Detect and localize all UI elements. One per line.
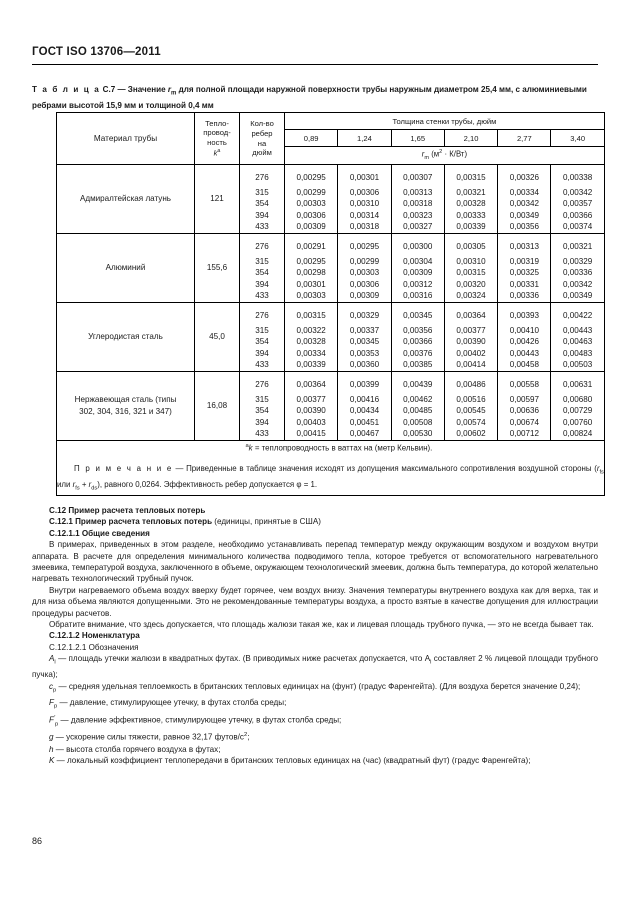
th-fins-per-inch bbox=[240, 113, 285, 165]
paragraph-general-2: Внутри нагреваемого объема воздух вверху будет горячее, чем воздух внизу. Значения температуры внутреннего воздуха как для верха, так и для низа объема являются допущенными. Это не рекомендованные температуры воздуха, а просто взятые в качестве допущения для иллюстрации процедуры расчетов. bbox=[32, 585, 598, 618]
val-1-1-3: 0,00310 bbox=[456, 256, 486, 266]
val-1-2-3: 0,00315 bbox=[456, 268, 486, 278]
footnote-marker: a bbox=[245, 442, 249, 449]
val-3-2-3: 0,00545 bbox=[456, 406, 486, 416]
cell-values-0-c3 bbox=[444, 165, 497, 234]
nomen-sub-al: l bbox=[54, 659, 56, 666]
val-0-1-4: 0,00334 bbox=[509, 187, 539, 197]
cell-material-0-line-0: Адмиралтейская латунь bbox=[79, 194, 172, 204]
cell-values-1-c2 bbox=[391, 233, 444, 302]
val-2-4-1: 0,00360 bbox=[349, 360, 380, 370]
cell-values-2-c0 bbox=[285, 302, 338, 371]
table-caption-text-2: для полной площади наружной поверхности трубы наружным диаметром 25,4 мм, с алюминиевыми ребрами высотой 15,9 мм и толщиной 0,4 мм bbox=[32, 85, 587, 111]
note-symbol-3: r bbox=[88, 479, 92, 489]
val-0-3-4: 0,00349 bbox=[509, 210, 539, 220]
val-3-0-5: 0,00631 bbox=[563, 379, 593, 389]
val-3-1-2: 0,00462 bbox=[403, 394, 433, 404]
nomen-text-fp: — давление, стимулирующее утечку, в футах столба среды; bbox=[59, 697, 287, 707]
val-0-1-3: 0,00321 bbox=[456, 187, 486, 197]
cell-conductivity-3: 16,08 bbox=[195, 371, 240, 440]
val-0-0-3: 0,00315 bbox=[456, 173, 486, 182]
val-3-2-5: 0,00729 bbox=[563, 406, 593, 416]
heading-c12-1-units: (единицы, принятые в США) bbox=[214, 517, 321, 527]
th-fins-l2: ребер bbox=[251, 128, 273, 138]
val-3-1-5: 0,00680 bbox=[563, 394, 593, 404]
val-2-4-0: 0,00339 bbox=[296, 360, 326, 370]
cell-values-3-c1 bbox=[338, 371, 391, 440]
cell-values-3-c3 bbox=[444, 371, 497, 440]
cell-material-3-line-1: 302, 304, 316, 321 и 347) bbox=[79, 406, 172, 416]
note-symbol-2: r bbox=[72, 479, 76, 489]
fins-0-3: 394 bbox=[255, 210, 269, 220]
val-3-1-0: 0,00377 bbox=[296, 394, 326, 404]
th-fins-l1: Кол-во bbox=[250, 119, 274, 129]
val-1-0-0: 0,00291 bbox=[296, 241, 326, 251]
th-wall-thickness-group: Толщина стенки трубы, дюйм bbox=[285, 113, 605, 130]
val-3-1-4: 0,00597 bbox=[509, 394, 539, 404]
val-2-4-2: 0,00385 bbox=[403, 360, 433, 370]
note-label: П р и м е ч а н и е bbox=[74, 463, 173, 473]
page-number: 86 bbox=[32, 836, 43, 846]
val-1-3-5: 0,00342 bbox=[563, 279, 593, 289]
fins-2-4: 433 bbox=[255, 360, 269, 370]
cell-fins-0 bbox=[240, 165, 285, 234]
cell-values-2-c3 bbox=[444, 302, 497, 371]
note-symbol-1-sub: fs bbox=[599, 469, 604, 476]
nomen-symbol-h: h bbox=[49, 744, 54, 754]
val-0-0-0: 0,00295 bbox=[296, 173, 326, 182]
val-1-1-2: 0,00304 bbox=[403, 256, 433, 266]
nomen-symbol-g: g bbox=[49, 733, 54, 743]
fins-3-2: 354 bbox=[255, 406, 269, 416]
cell-values-3-c4 bbox=[498, 371, 551, 440]
val-0-3-5: 0,00366 bbox=[563, 210, 593, 220]
val-2-0-2: 0,00345 bbox=[403, 310, 433, 320]
units-symbol: r bbox=[421, 150, 425, 160]
val-0-3-0: 0,00306 bbox=[296, 210, 326, 220]
cell-fins-3 bbox=[240, 371, 285, 440]
th-fins-l3: на bbox=[257, 138, 267, 148]
note-text-or: или bbox=[57, 479, 71, 489]
val-0-1-5: 0,00342 bbox=[563, 187, 593, 197]
note-symbol-2-sub: fs bbox=[75, 485, 80, 492]
cell-values-1-c5 bbox=[551, 233, 604, 302]
table-caption-number: С.7 bbox=[102, 85, 116, 94]
fins-2-0: 276 bbox=[255, 310, 269, 320]
val-3-3-0: 0,00403 bbox=[296, 417, 326, 427]
table-caption-text-1: Значение bbox=[127, 85, 166, 94]
val-1-4-4: 0,00336 bbox=[509, 291, 539, 301]
val-0-2-3: 0,00328 bbox=[456, 199, 486, 209]
paragraph-general-1: В примерах, приведенных в этом разделе, необходимо устанавливать перепад температур между окружающим воздухом и воздухом внутри аппарата. В расчете для определения минимального количества подводимого тепла, которое требуется от вспомогательного нагревательного змеевика, температурой воздуха, заключенного в объеме, окружающем технологический змеевик, должна быть температура, до которой желательно нагревать технологический трубный пучок. bbox=[32, 540, 598, 584]
units-text-2: · К/Вт) bbox=[444, 150, 468, 160]
th-units bbox=[285, 147, 605, 165]
cell-material-1-line-0: Алюминий bbox=[105, 263, 146, 273]
cell-material-1 bbox=[57, 233, 195, 302]
table-row bbox=[57, 165, 605, 234]
th-conductivity-symbol: k bbox=[213, 148, 218, 158]
val-3-4-0: 0,00415 bbox=[296, 429, 326, 439]
val-2-1-5: 0,00443 bbox=[563, 325, 593, 335]
val-1-4-1: 0,00309 bbox=[349, 291, 380, 301]
cell-fins-1 bbox=[240, 233, 285, 302]
nomen-sup-g: 2 bbox=[243, 732, 248, 739]
cell-values-0-c2 bbox=[391, 165, 444, 234]
cell-material-2-line-0: Углеродистая сталь bbox=[88, 332, 163, 342]
footnote-text: = теплопроводность в ваттах на (метр Кельвин). bbox=[254, 443, 433, 453]
nomen-symbol-al: A bbox=[49, 654, 55, 664]
th-material: Материал трубы bbox=[57, 113, 195, 165]
val-1-4-0: 0,00303 bbox=[296, 291, 326, 301]
cell-fins-2 bbox=[240, 302, 285, 371]
val-2-2-3: 0,00390 bbox=[456, 337, 486, 347]
val-3-4-1: 0,00467 bbox=[349, 429, 380, 439]
nomenclature-item-fp bbox=[32, 697, 598, 713]
nomenclature-item-cp bbox=[32, 681, 598, 697]
val-2-1-1: 0,00337 bbox=[349, 325, 380, 335]
val-0-1-1: 0,00306 bbox=[349, 187, 380, 197]
cell-values-0-c4 bbox=[498, 165, 551, 234]
nomen-text-k: — локальный коэффициент теплопередачи в британских тепловых единицах на (час) (квадратный фут) (градус Фаренгейта); bbox=[56, 755, 531, 765]
table-header-row-1 bbox=[57, 113, 605, 130]
table-body bbox=[57, 165, 605, 496]
val-1-2-4: 0,00325 bbox=[509, 268, 539, 278]
th-thickness-4: 2,77 bbox=[498, 130, 551, 147]
cell-values-3-c5 bbox=[551, 371, 604, 440]
val-0-3-1: 0,00314 bbox=[349, 210, 380, 220]
val-1-2-1: 0,00303 bbox=[349, 268, 380, 278]
val-3-2-1: 0,00434 bbox=[349, 406, 380, 416]
val-3-3-4: 0,00674 bbox=[509, 417, 539, 427]
cell-values-3-c0 bbox=[285, 371, 338, 440]
val-3-4-5: 0,00824 bbox=[563, 429, 593, 439]
note-dash: — bbox=[175, 463, 184, 473]
val-0-0-2: 0,00307 bbox=[403, 173, 433, 182]
fins-0-1: 315 bbox=[255, 187, 269, 197]
nomen-symbol-fp-prime: F bbox=[49, 715, 54, 725]
heading-c12-1-2-1: С.12.1.2.1 Обозначения bbox=[49, 642, 139, 652]
table-caption-symbol-sub: m bbox=[171, 90, 177, 97]
val-1-1-5: 0,00329 bbox=[563, 256, 593, 266]
val-2-1-4: 0,00410 bbox=[509, 325, 539, 335]
val-0-1-2: 0,00313 bbox=[403, 187, 433, 197]
fins-2-2: 354 bbox=[255, 337, 269, 347]
cell-conductivity-1: 155,6 bbox=[195, 233, 240, 302]
val-0-0-1: 0,00301 bbox=[349, 173, 380, 182]
val-1-4-2: 0,00316 bbox=[403, 291, 433, 301]
val-3-0-0: 0,00364 bbox=[296, 379, 326, 389]
val-1-0-5: 0,00321 bbox=[563, 241, 593, 251]
val-0-3-3: 0,00333 bbox=[456, 210, 486, 220]
cell-material-3-line-0: Нержавеющая сталь (типы bbox=[74, 395, 177, 405]
note-text-3: ), равного 0,0264. Эффективность ребер допускается bbox=[97, 479, 295, 489]
fins-1-1: 315 bbox=[255, 256, 269, 266]
val-2-3-2: 0,00376 bbox=[403, 348, 433, 358]
cell-values-2-c4 bbox=[498, 302, 551, 371]
cell-conductivity-2: 45,0 bbox=[195, 302, 240, 371]
fins-0-0: 276 bbox=[255, 173, 269, 182]
cell-values-1-c1 bbox=[338, 233, 391, 302]
table-row bbox=[57, 371, 605, 440]
val-0-4-0: 0,00309 bbox=[296, 222, 326, 232]
table-c7 bbox=[56, 112, 605, 496]
cell-values-2-c1 bbox=[338, 302, 391, 371]
val-3-0-1: 0,00399 bbox=[349, 379, 380, 389]
th-fins-l4: дюйм bbox=[252, 148, 272, 158]
table-caption bbox=[32, 84, 598, 112]
nomen-text-al: — площадь утечки жалюзи в квадратных футах. (В приводимых ниже расчетах допускается, что A bbox=[58, 654, 431, 664]
val-3-4-4: 0,00712 bbox=[509, 429, 539, 439]
fins-3-0: 276 bbox=[255, 379, 269, 389]
table-caption-prefix: Т а б л и ц а bbox=[32, 85, 101, 94]
th-thickness-3: 2,10 bbox=[444, 130, 497, 147]
val-1-3-2: 0,00312 bbox=[403, 279, 433, 289]
nomen-inline-sub-al: l bbox=[430, 659, 432, 666]
val-3-3-2: 0,00508 bbox=[403, 417, 433, 427]
cell-values-1-c0 bbox=[285, 233, 338, 302]
val-2-2-1: 0,00345 bbox=[349, 337, 380, 347]
nomen-symbol-cp: c bbox=[49, 681, 54, 691]
fins-0-4: 433 bbox=[255, 222, 269, 232]
val-1-2-0: 0,00298 bbox=[296, 268, 326, 278]
val-2-3-5: 0,00483 bbox=[563, 348, 593, 358]
fins-3-1: 315 bbox=[255, 394, 269, 404]
table-c7-wrapper bbox=[56, 112, 604, 496]
nomenclature-item-fp-prime bbox=[32, 713, 598, 731]
nomen-text-g: — ускорение силы тяжести, равное 32,17 футов/с bbox=[55, 733, 244, 743]
val-0-2-5: 0,00357 bbox=[563, 199, 593, 209]
val-0-1-0: 0,00299 bbox=[296, 187, 326, 197]
fins-1-4: 433 bbox=[255, 291, 269, 301]
val-2-0-5: 0,00422 bbox=[563, 310, 593, 320]
val-2-2-2: 0,00366 bbox=[403, 337, 433, 347]
heading-c12: С.12 Пример расчета тепловых потерь bbox=[49, 506, 206, 515]
heading-c12-1-1: С.12.1.1 Общие сведения bbox=[49, 528, 150, 538]
val-1-4-5: 0,00349 bbox=[563, 291, 593, 301]
val-1-1-1: 0,00299 bbox=[349, 256, 380, 266]
nomen-text-cp: — средняя удельная теплоемкость в британских тепловых единицах на (фунт) (градус Фаренгейта). (Для воздуха берется значение 0,24); bbox=[58, 681, 581, 691]
note-text-1: Приведенные в таблице значения исходят из допущения максимального сопротивления воздушной стороны ( bbox=[186, 463, 597, 473]
val-1-1-4: 0,00319 bbox=[509, 256, 539, 266]
val-2-1-0: 0,00322 bbox=[296, 325, 326, 335]
nomen-sub-fp-prime: p bbox=[55, 721, 59, 728]
table-footnote-row bbox=[57, 440, 605, 495]
fins-1-2: 354 bbox=[255, 268, 269, 278]
val-3-4-3: 0,00602 bbox=[456, 429, 486, 439]
cell-material-2 bbox=[57, 302, 195, 371]
nomenclature-item-h bbox=[32, 744, 598, 755]
heading-c12-1-bold: С.12.1 Пример расчета тепловых потерь bbox=[49, 517, 213, 527]
val-3-0-3: 0,00486 bbox=[456, 379, 486, 389]
val-0-0-4: 0,00326 bbox=[509, 173, 539, 182]
nomen-symbol-k: K bbox=[49, 755, 55, 765]
val-1-0-2: 0,00300 bbox=[403, 241, 433, 251]
val-0-4-4: 0,00356 bbox=[509, 222, 539, 232]
val-0-2-0: 0,00303 bbox=[296, 199, 326, 209]
fins-1-3: 394 bbox=[255, 279, 269, 289]
table-row bbox=[57, 233, 605, 302]
nomen-prime-fp: ′ bbox=[53, 714, 56, 721]
val-3-0-4: 0,00558 bbox=[509, 379, 539, 389]
val-0-4-2: 0,00327 bbox=[403, 222, 433, 232]
cell-values-0-c1 bbox=[338, 165, 391, 234]
val-1-0-4: 0,00313 bbox=[509, 241, 539, 251]
note-symbol-1: r bbox=[596, 463, 600, 473]
val-2-2-4: 0,00426 bbox=[509, 337, 539, 347]
val-1-1-0: 0,00295 bbox=[296, 256, 326, 266]
val-3-3-5: 0,00760 bbox=[563, 417, 593, 427]
nomen-text-h: — высота столба горячего воздуха в футах; bbox=[55, 744, 221, 754]
cell-values-2-c2 bbox=[391, 302, 444, 371]
table-footnote-cell bbox=[57, 440, 605, 495]
val-2-1-3: 0,00377 bbox=[456, 325, 486, 335]
body-text-section bbox=[32, 505, 598, 766]
note-phi: φ bbox=[296, 479, 302, 489]
val-0-2-1: 0,00310 bbox=[349, 199, 380, 209]
val-2-0-4: 0,00393 bbox=[509, 310, 539, 320]
fins-1-0: 276 bbox=[255, 241, 269, 251]
val-0-0-5: 0,00338 bbox=[563, 173, 593, 182]
val-2-3-0: 0,00334 bbox=[296, 348, 326, 358]
val-3-0-2: 0,00439 bbox=[403, 379, 433, 389]
note-plus: + bbox=[81, 479, 87, 489]
val-1-3-3: 0,00320 bbox=[456, 279, 486, 289]
th-thickness-1: 1,24 bbox=[338, 130, 391, 147]
nomen-tail-al: составляет 2 % лицевой площади трубного пучка); bbox=[32, 654, 598, 680]
th-conductivity bbox=[195, 113, 240, 165]
cell-values-0-c5 bbox=[551, 165, 604, 234]
nomenclature-item-g bbox=[32, 730, 598, 743]
units-symbol-sub: m bbox=[424, 155, 430, 162]
val-1-3-1: 0,00306 bbox=[349, 279, 380, 289]
fins-2-3: 394 bbox=[255, 348, 269, 358]
note-eq: = 1. bbox=[303, 479, 318, 489]
cell-values-2-c5 bbox=[551, 302, 604, 371]
val-3-3-3: 0,00574 bbox=[456, 417, 486, 427]
val-1-0-1: 0,00295 bbox=[349, 241, 380, 251]
val-2-0-0: 0,00315 bbox=[296, 310, 326, 320]
nomen-text-fp-prime: — давление эффективное, стимулирующее утечку, в футах столба среды; bbox=[60, 715, 342, 725]
units-sup: 2 bbox=[439, 149, 443, 156]
document-standard-title: ГОСТ ISO 13706—2011 bbox=[32, 46, 161, 58]
th-conductivity-l2: провод- bbox=[203, 128, 231, 138]
val-2-0-3: 0,00364 bbox=[456, 310, 486, 320]
val-3-3-1: 0,00451 bbox=[349, 417, 380, 427]
val-1-2-5: 0,00336 bbox=[563, 268, 593, 278]
th-thickness-5: 3,40 bbox=[551, 130, 604, 147]
heading-c12-1 bbox=[32, 516, 598, 527]
val-0-4-1: 0,00318 bbox=[349, 222, 380, 232]
val-1-3-0: 0,00301 bbox=[296, 279, 326, 289]
table-row bbox=[57, 302, 605, 371]
val-2-4-3: 0,00414 bbox=[456, 360, 486, 370]
cell-material-3 bbox=[57, 371, 195, 440]
table-note bbox=[57, 463, 604, 495]
fins-2-1: 315 bbox=[255, 325, 269, 335]
val-3-1-3: 0,00516 bbox=[456, 394, 486, 404]
cell-values-1-c3 bbox=[444, 233, 497, 302]
val-0-3-2: 0,00323 bbox=[403, 210, 433, 220]
val-1-3-4: 0,00331 bbox=[509, 279, 539, 289]
val-2-3-4: 0,00443 bbox=[509, 348, 539, 358]
table-caption-dash: — bbox=[117, 85, 126, 94]
heading-c12-1-2: С.12.1.2 Номенклатура bbox=[49, 631, 140, 641]
cell-conductivity-0: 121 bbox=[195, 165, 240, 234]
th-thickness-2: 1,65 bbox=[391, 130, 444, 147]
cell-values-1-c4 bbox=[498, 233, 551, 302]
th-thickness-0: 0,89 bbox=[285, 130, 338, 147]
th-conductivity-l1: Тепло- bbox=[205, 118, 229, 128]
val-3-2-0: 0,00390 bbox=[296, 406, 326, 416]
cell-values-3-c2 bbox=[391, 371, 444, 440]
th-conductivity-l3: ность bbox=[207, 137, 227, 147]
val-1-0-3: 0,00305 bbox=[456, 241, 486, 251]
footnote-a bbox=[57, 441, 604, 454]
table-head bbox=[57, 113, 605, 165]
val-1-4-3: 0,00324 bbox=[456, 291, 486, 301]
cell-values-0-c0 bbox=[285, 165, 338, 234]
val-2-0-1: 0,00329 bbox=[349, 310, 380, 320]
val-3-2-4: 0,00636 bbox=[509, 406, 539, 416]
val-2-1-2: 0,00356 bbox=[403, 325, 433, 335]
th-conductivity-footnote-marker: a bbox=[217, 148, 221, 155]
val-0-2-2: 0,00318 bbox=[403, 199, 433, 209]
val-2-4-5: 0,00503 bbox=[563, 360, 593, 370]
val-2-2-5: 0,00463 bbox=[563, 337, 593, 347]
val-0-2-4: 0,00342 bbox=[509, 199, 539, 209]
nomen-tail-g: ; bbox=[247, 733, 250, 743]
val-2-2-0: 0,00328 bbox=[296, 337, 326, 347]
cell-material-0 bbox=[57, 165, 195, 234]
fins-3-3: 394 bbox=[255, 417, 269, 427]
val-2-4-4: 0,00458 bbox=[509, 360, 539, 370]
note-symbol-3-sub: ds bbox=[91, 485, 98, 492]
val-2-3-1: 0,00353 bbox=[349, 348, 380, 358]
val-3-2-2: 0,00485 bbox=[403, 406, 433, 416]
nomenclature-item-k bbox=[32, 755, 598, 766]
nomen-symbol-fp: F bbox=[49, 697, 54, 707]
val-3-4-2: 0,00530 bbox=[403, 429, 433, 439]
nomen-sub-fp: p bbox=[53, 703, 58, 710]
nomenclature-item-al bbox=[32, 653, 598, 680]
val-2-3-3: 0,00402 bbox=[456, 348, 486, 358]
val-0-4-5: 0,00374 bbox=[563, 222, 593, 232]
fins-0-2: 354 bbox=[255, 199, 269, 209]
header-divider bbox=[32, 64, 598, 65]
val-3-1-1: 0,00416 bbox=[349, 394, 380, 404]
units-text-1: (м bbox=[431, 150, 440, 160]
val-0-4-3: 0,00339 bbox=[456, 222, 486, 232]
fins-3-4: 433 bbox=[255, 429, 269, 439]
nomen-sub-cp: p bbox=[53, 687, 57, 694]
val-1-2-2: 0,00309 bbox=[403, 268, 433, 278]
table-caption-symbol: r bbox=[167, 85, 172, 94]
paragraph-general-3: Обратите внимание, что здесь допускается, что площадь жалюзи такая же, как и лицевая площадь трубного пучка, — это не всегда бывает так. bbox=[49, 620, 594, 630]
footnote-symbol: k bbox=[248, 443, 253, 453]
